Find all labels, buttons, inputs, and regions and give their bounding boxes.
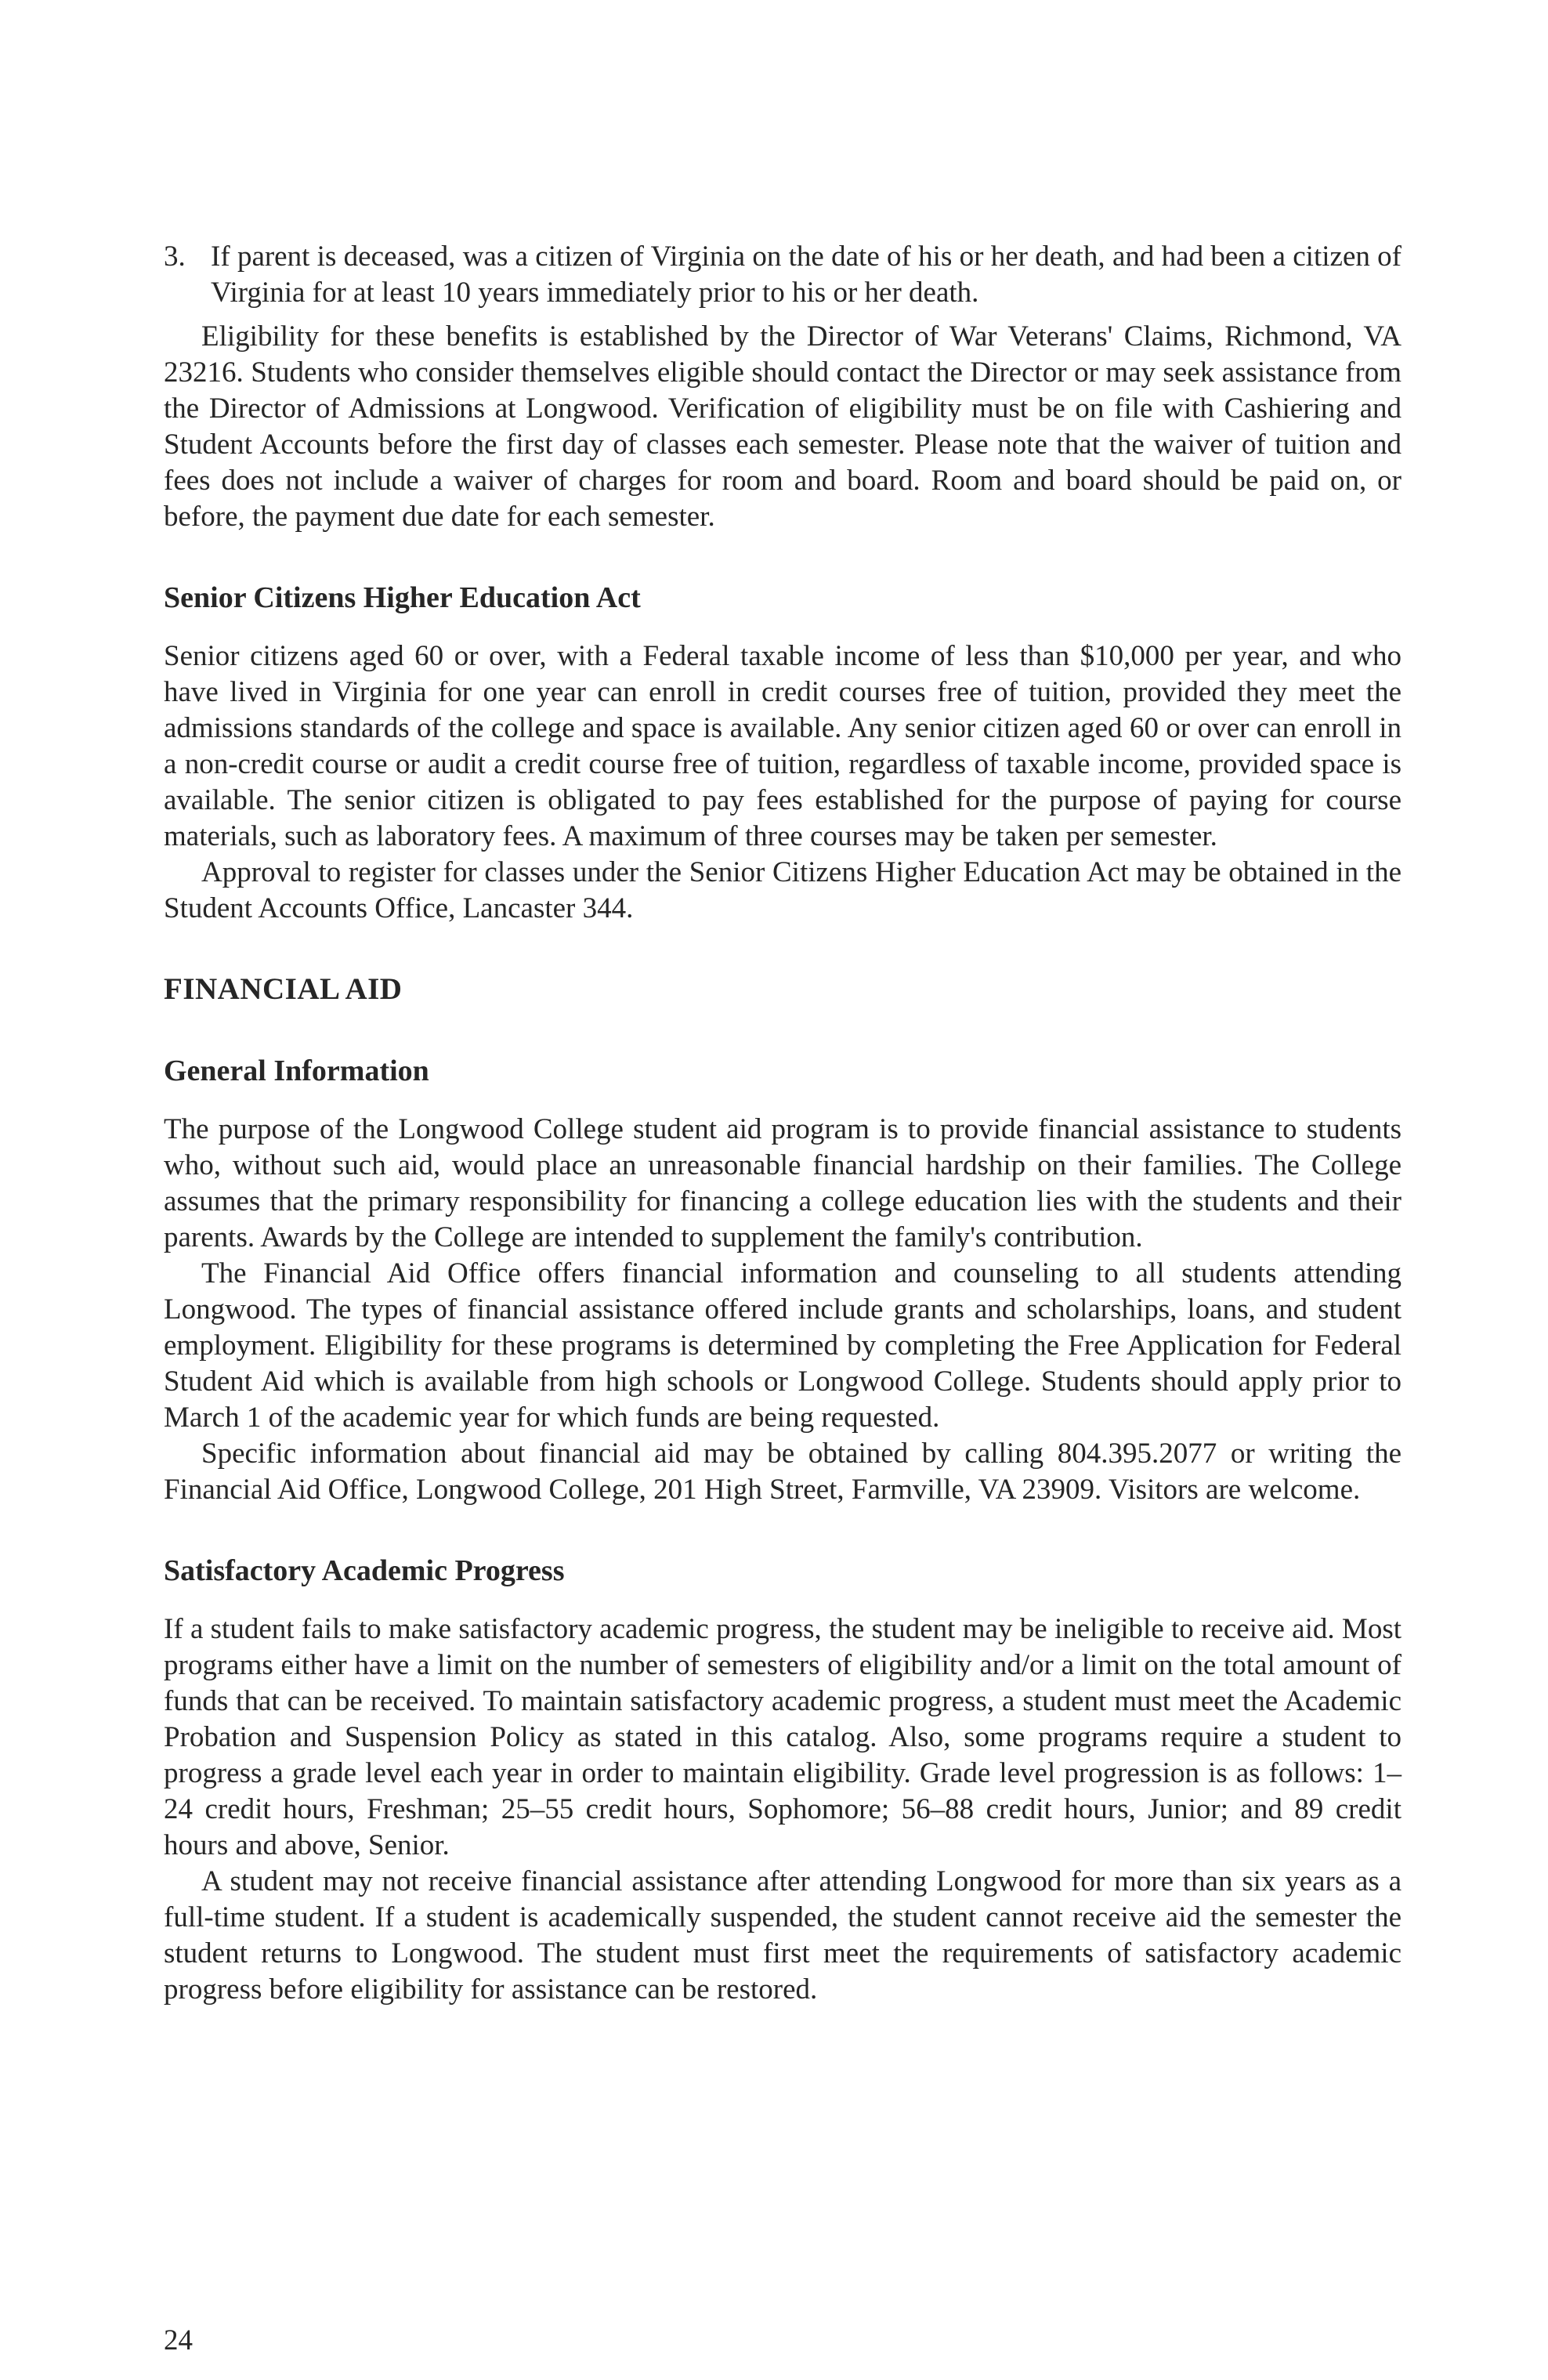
senior-citizens-heading: Senior Citizens Higher Education Act [164,581,641,614]
list-item-3 [164,239,1402,311]
general-information-paragraph-1: The purpose of the Longwood College student aid program is to provide financial assistance to students who, without such aid, would place an unreasonable financial hardship on their families. The College assumes that the primary responsibility for financing a college education lies with the students and their parents. Awards by the College are intended to supplement the family's contribution. [164,1113,1402,1253]
list-item-number: 3. [164,241,186,273]
satisfactory-progress-paragraph-1: If a student fails to make satisfactory academic progress, the student may be ineligible to receive aid. Most programs either have a limit on the number of semesters of eligibility and/or a limit on the total amount of funds that can be received. To maintain satisfactory academic progress, a student must meet the Academic Probation and Suspension Policy as stated in this catalog. Also, some programs require a student to progress a grade level each year in order to maintain eligibility. Grade level progression is as follows: 1–24 credit hours, Freshman; 25–55 credit hours, Sophomore; 56–88 credit hours, Junior; and 89 credit hours and above, Senior. [164,1613,1402,1861]
general-information-paragraph-3: Specific information about financial aid may be obtained by calling 804.395.2077 or writing the Financial Aid Office, Longwood College, 201 High Street, Farmville, VA 23909. Visitors are welcome. [164,1438,1402,1506]
veterans-eligibility-paragraph: Eligibility for these benefits is established by the Director of War Veterans' Claims, Richmond, VA 23216. Students who consider themselves eligible should contact the Director or may seek assistance from the Director of Admissions at Longwood. Verification of eligibility must be on file with Cashiering and Student Accounts before the first day of classes each semester. Please note that the waiver of tuition and fees does not include a waiver of charges for room and board. Room and board should be paid on, or before, the payment due date for each semester. [164,320,1402,533]
page-number: 24 [164,2324,193,2356]
satisfactory-progress-heading: Satisfactory Academic Progress [164,1554,565,1587]
text-column [164,239,1402,2008]
general-information-paragraph-2: The Financial Aid Office offers financial information and counseling to all students attending Longwood. The types of financial assistance offered include grants and scholarships, loans, and student employment. Eligibility for these programs is determined by completing the Free Application for Federal Student Aid which is available from high schools or Longwood College. Students should apply prior to March 1 of the academic year for which funds are being requested. [164,1257,1402,1434]
general-information-heading: General Information [164,1054,429,1087]
senior-citizens-paragraph-2: Approval to register for classes under the Senior Citizens Higher Education Act may be obtained in the Student Accounts Office, Lancaster 344. [164,856,1402,924]
financial-aid-heading: FINANCIAL AID [164,972,403,1006]
senior-citizens-paragraph-1: Senior citizens aged 60 or over, with a Federal taxable income of less than $10,000 per year, and who have lived in Virginia for one year can enroll in credit courses free of tuition, provided they meet the admissions standards of the college and space is available. Any senior citizen aged 60 or over can enroll in a non-credit course or audit a credit course free of tuition, regardless of taxable income, provided space is available. The senior citizen is obligated to pay fees established for the purpose of paying for course materials, such as laboratory fees. A maximum of three courses may be taken per semester. [164,640,1402,852]
satisfactory-progress-paragraph-2: A student may not receive financial assistance after attending Longwood for more than six years as a full-time student. If a student is academically suspended, the student cannot receive aid the semester the student returns to Longwood. The student must first meet the requirements of satisfactory academic progress before eligibility for assistance can be restored. [164,1865,1402,2006]
list-item-text: If parent is deceased, was a citizen of Virginia on the date of his or her death, and had been a citizen of Virginia for at least 10 years immediately prior to his or her death. [211,241,1402,309]
